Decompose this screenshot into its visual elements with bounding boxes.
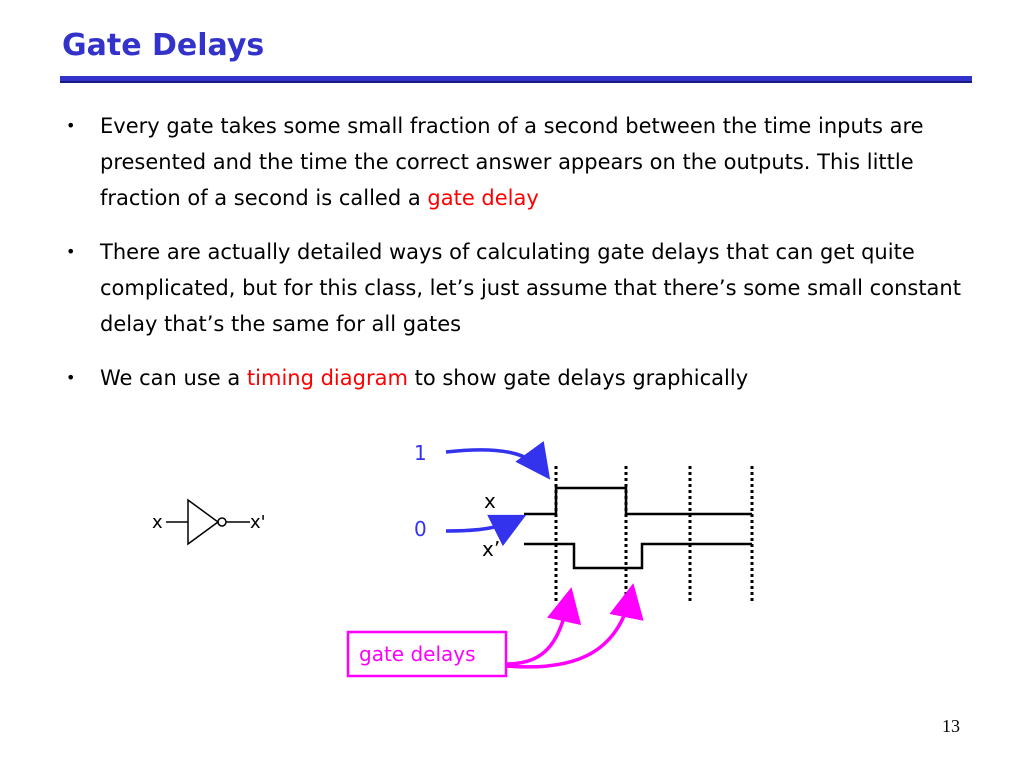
gate-delays-callout-label: gate delays xyxy=(359,642,476,666)
inverter-gate xyxy=(152,500,266,544)
signal-x-prime-label: x’ xyxy=(482,537,501,561)
waveform-x-prime xyxy=(524,544,752,568)
level-high-label: 1 xyxy=(414,441,427,465)
waveform-x xyxy=(524,488,752,514)
bullet-dot: • xyxy=(66,368,76,387)
arrow-to-low-level xyxy=(446,518,520,531)
arrow-to-first-delay xyxy=(506,594,570,664)
inverter-triangle xyxy=(188,500,218,544)
bullet-text: There are actually detailed ways of calculating gate delays that can get quite complicated, but for this class, let’s just assume that there’s some small constant delay that’s the same for all gates xyxy=(100,240,961,336)
inverter-output-label: x' xyxy=(250,512,266,533)
level-low-label: 0 xyxy=(414,517,427,541)
bullet-dot: • xyxy=(66,116,76,135)
slide-title: Gate Delays xyxy=(62,28,265,63)
timing-diagram xyxy=(348,441,752,676)
page-number: 13 xyxy=(942,716,960,736)
bullet-highlight: timing diagram xyxy=(246,366,408,390)
bullet-text: Every gate takes some small fraction of a second between the time inputs are presented and the time the correct answer appears on the outputs. This little fraction of a second is called a xyxy=(100,114,924,210)
inverter-input-label: x xyxy=(152,512,163,533)
bullet-text: We can use a xyxy=(100,366,247,390)
signal-x-label: x xyxy=(484,489,496,513)
bullet-dot: • xyxy=(66,242,76,261)
arrow-to-high-level xyxy=(446,450,546,474)
bullet-text-after: to show gate delays graphically xyxy=(407,366,749,390)
bullet-highlight: gate delay xyxy=(427,186,539,210)
